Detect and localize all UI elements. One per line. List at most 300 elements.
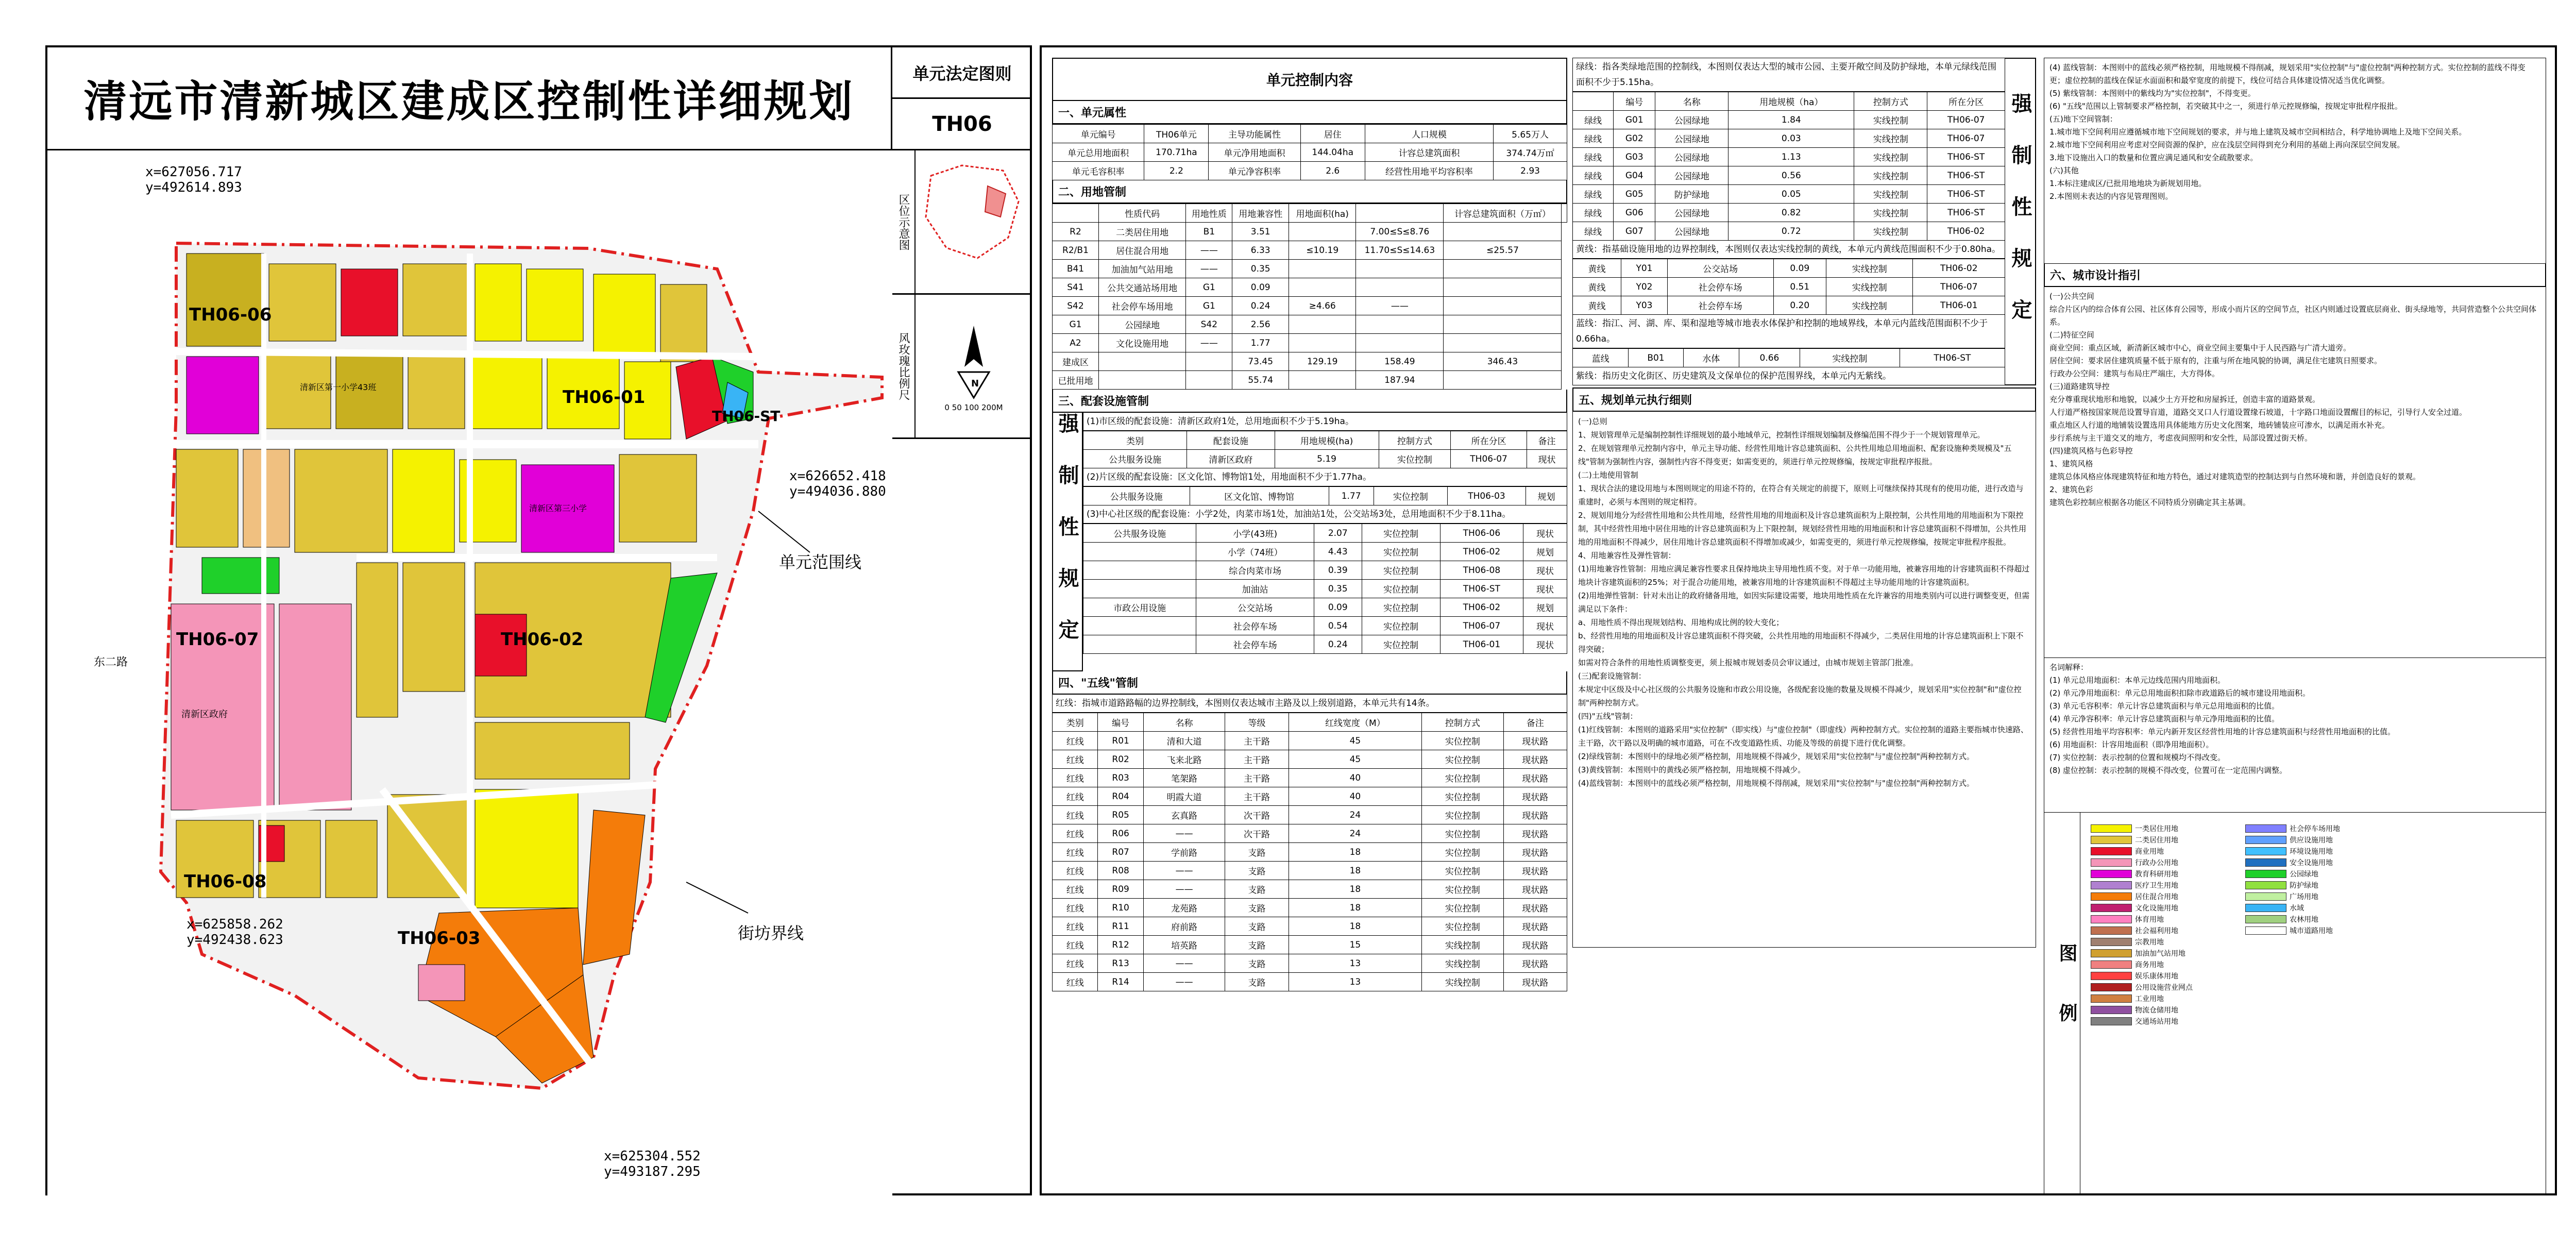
table-header: [1053, 713, 1567, 732]
legend-item: [2245, 868, 2379, 880]
table-cell: 绿线: [1573, 185, 1614, 204]
table-cell: 18: [1289, 843, 1422, 862]
road: [171, 351, 758, 357]
table-cell: 现状: [1523, 561, 1567, 580]
table-cell: 府前路: [1143, 917, 1225, 936]
table-cell: 0.35: [1232, 260, 1289, 278]
table-cell: 现状路: [1503, 936, 1567, 954]
table-cell: 加油加气站用地: [1098, 260, 1185, 278]
table-cell: 市政公用设施: [1083, 598, 1196, 617]
paragraph: (2)用地弹性管制：针对未出让的政府储备用地，如因实际建设需要，地块用地性质在允许兼容的用地类别内可以进行调整变更，但需满足以下条件：: [1578, 591, 2030, 614]
table-cell: 支路: [1225, 862, 1289, 880]
sec5-title: 五、规划单元执行细则: [1572, 387, 2036, 412]
table-cell: 公共服务设施: [1083, 487, 1190, 505]
paragraph: b、经营性用地的用地面积及计容总建筑面积不得突破，公共性用地的用地面积不得减少，二类居住用地的计容总建筑面积上下限不得突破；: [1578, 631, 2024, 654]
table-cell: 计容总建筑面积: [1365, 143, 1493, 162]
table-cell: 346.43: [1444, 352, 1562, 371]
table-cell: R09: [1098, 880, 1143, 899]
table-cell: R14: [1098, 973, 1143, 991]
legend-item: [2091, 891, 2225, 902]
block-r2: [269, 264, 336, 341]
table-cell: 绿线: [1573, 204, 1614, 222]
table-cell: 0.09: [1314, 598, 1362, 617]
table-cell: ——: [1143, 862, 1225, 880]
legend-item: [2091, 936, 2225, 948]
table-cell: 居住: [1300, 125, 1365, 143]
legend-item: [2091, 982, 2225, 993]
table-cell: 红线: [1053, 862, 1098, 880]
table-cell: 18: [1289, 917, 1422, 936]
table-cell: ——: [1143, 824, 1225, 843]
table-cell: 现状路: [1503, 843, 1567, 862]
location-label: 区位示意图: [892, 150, 916, 293]
table-cell: [1356, 334, 1444, 352]
glossary-title: 名词解释：: [2049, 663, 2089, 672]
wind-label: 风玫瑰比例尺: [892, 295, 916, 437]
block-r2: [295, 449, 387, 552]
table-cell: 1.13: [1728, 148, 1854, 166]
table-cell: ——: [1143, 880, 1225, 899]
table-cell: 用地兼容性: [1232, 204, 1289, 223]
table-cell: 主干路: [1225, 732, 1289, 750]
paragraph: 1、建筑风格: [2049, 459, 2093, 468]
table-row: [1053, 862, 1567, 880]
paragraph: (1) 单元总用地面积：本单元边线范围内用地面积。: [2049, 676, 2226, 685]
paragraph: (二)特征空间: [2049, 330, 2094, 340]
legend-text: 商业用地: [2135, 848, 2164, 856]
paragraph: (8) 虚位控制：表示控制的规模不得改变，位置可在一定范围内调整。: [2049, 766, 2287, 775]
table-row: [1053, 880, 1567, 899]
table-cell: 45: [1289, 732, 1422, 750]
greenline-table: [1572, 92, 2005, 241]
legend-swatch: [2091, 881, 2132, 889]
table-cell: 实位控制: [1379, 450, 1451, 468]
table-row: [1573, 148, 2005, 166]
table-cell: ≥4.66: [1289, 297, 1356, 315]
table-cell: 黄线: [1573, 296, 1621, 315]
facility-table-2: [1083, 486, 1567, 505]
legend-swatch: [2091, 994, 2132, 1003]
legend-text: 公园绿地: [2290, 870, 2318, 879]
table-cell: TH06-ST: [1927, 185, 2005, 204]
legend-text: 防护绿地: [2290, 882, 2318, 890]
legend-text: 商务用地: [2135, 961, 2164, 969]
paragraph: (6) 用地面积：计容用地面积（即净用地面积）。: [2049, 740, 2214, 749]
coord-1: x=627056.717: [145, 164, 242, 180]
table-cell: 现状: [1523, 635, 1567, 654]
table-row: [1053, 936, 1567, 954]
legend-text: 文化设施用地: [2135, 904, 2178, 913]
table-row: [1573, 129, 2005, 148]
table-cell: 控制方式: [1854, 92, 1927, 111]
continued-rules-text: [2044, 58, 2546, 264]
paragraph: 人行道严格按国家规范设置导盲道，道路交叉口人行道设置缘石坡道，十字路口地面设置醒目的标记，引导行人安全过道。: [2049, 408, 2467, 417]
table-cell: 公园绿地: [1655, 222, 1728, 241]
table-cell: 绿线: [1573, 129, 1614, 148]
table-cell: [1356, 278, 1444, 297]
table-cell: 0.54: [1314, 617, 1362, 635]
unit-code: TH06: [892, 99, 1032, 150]
paragraph: (4)蓝线管制：本图则中的蓝线必须严格控制，用地规模不得削减，规划采用"实位控制"与"虚位控制"两种控制方式。: [1578, 779, 1974, 788]
table-cell: B01: [1629, 349, 1683, 367]
paragraph: (1)红线管制：本图则的道路采用"实位控制"（即实线）与"虚位控制"（即虚线）两种控制方式。实位控制的道路主要指城市快速路、主干路，次干路以及明确的城市道路，可在不改变道路性质、功能及等级的前提下进行优化调整。: [1578, 725, 2028, 748]
table-cell: [1098, 371, 1185, 390]
table-header: [1083, 431, 1567, 450]
paragraph: (1)用地兼容性管制：用地应满足兼容性要求且保持地块主导用地性质不变。对于单一功能用地，被兼容用地的计容建筑面积不得超过地块计容建筑面积的25%；对于混合功能用地，被兼容用地的计容建筑面积不得超过主导功能用地的计容建筑面积。: [1578, 564, 2030, 587]
sec3-title: 三、配套设施管制: [1052, 390, 1567, 413]
north-arrow-icon: [943, 321, 1005, 403]
table-cell: 主干路: [1225, 750, 1289, 769]
poi-label: 清新区第三小学: [529, 503, 587, 513]
paragraph: (5) 经营性用地平均容积率：单元内新开发区经营性用地的计容总建筑面积与经营性用地面积的比值。: [2049, 727, 2396, 736]
table-cell: 实位控制: [1422, 732, 1503, 750]
block-label: TH06-03: [398, 928, 481, 949]
legend-text: 宗教用地: [2135, 938, 2164, 947]
table-cell: 374.74万㎡: [1494, 143, 1567, 162]
table-cell: 0.20: [1773, 296, 1826, 315]
table-cell: R04: [1098, 787, 1143, 806]
table-cell: ——: [1186, 260, 1232, 278]
block-label: TH06-01: [563, 387, 646, 408]
table-cell: [1444, 278, 1562, 297]
table-cell: A2: [1053, 334, 1099, 352]
table-row: [1083, 617, 1567, 635]
svg-text:N: N: [971, 378, 979, 389]
table-cell: ——: [1356, 297, 1444, 315]
table-cell: 0.24: [1314, 635, 1362, 654]
paragraph: (三)道路建筑导控: [2049, 382, 2110, 391]
table-cell: R2/B1: [1053, 241, 1099, 260]
table-cell: 红线: [1053, 880, 1098, 899]
table-cell: TH06-06: [1440, 524, 1523, 543]
table-cell: 笔架路: [1143, 769, 1225, 787]
legend-item: [2245, 902, 2379, 914]
table-cell: 黄线: [1573, 278, 1621, 296]
legend-text: 居住混合用地: [2135, 893, 2178, 901]
table-cell: 13: [1289, 954, 1422, 973]
paragraph: (4) 蓝线管制：本图则中的蓝线必须严格控制，用地规模不得削减，规划采用"实位控制"与"虚位控制"两种控制方式。实位控制的蓝线不得变更；虚位控制的蓝线在保证水面面积和最窄宽度的前提下，线位可结合具体建设情况适当优化调整。: [2049, 63, 2526, 85]
sec3-note2: (2)片区级的配套设施：区文化馆、博物馆1处，用地面积不少于1.77ha。: [1083, 468, 1567, 486]
guide-title: 六、城市设计指引: [2044, 264, 2546, 287]
table-cell: 单元净容积率: [1209, 162, 1300, 180]
table-cell: [1356, 204, 1444, 223]
table-cell: 实线控制: [1826, 296, 1913, 315]
table-cell: 红线: [1053, 973, 1098, 991]
table-cell: B1: [1186, 223, 1232, 241]
table-cell: TH06-03: [1448, 487, 1526, 505]
table-cell: [1186, 352, 1232, 371]
table-cell: TH06-02: [1440, 598, 1523, 617]
green-line-note: 绿线：指各类绿地范围的控制线，本图则仅表达大型的城市公园、主要开敞空间及防护绿地，本单元绿线范围面积不少于5.15ha。: [1572, 58, 2005, 92]
table-cell: 社会停车场用地: [1098, 297, 1185, 315]
yellow-line-note: 黄线：指基础设施用地的边界控制线，本图则仅表达实线控制的黄线，本单元内黄线范围面积不少于0.80ha。: [1572, 241, 2005, 259]
table-cell: [1083, 635, 1196, 654]
block-admin: [279, 604, 351, 810]
legend-item: [2091, 1004, 2225, 1016]
table-cell: 实线控制: [1854, 166, 1927, 185]
table-cell: 3.51: [1232, 223, 1289, 241]
table-row: [1053, 917, 1567, 936]
table-cell: 现状路: [1503, 806, 1567, 824]
table-cell: 4.43: [1314, 543, 1362, 561]
legend-text: 城市道路用地: [2290, 927, 2333, 935]
table-cell: ——: [1143, 954, 1225, 973]
map-panel: [45, 45, 1032, 1195]
table-cell: G1: [1053, 315, 1099, 334]
table-cell: 现状路: [1503, 824, 1567, 843]
table-cell: ——: [1186, 334, 1232, 352]
table-row: [1053, 769, 1567, 787]
table-cell: 清新区政府: [1187, 450, 1275, 468]
legend-swatch: [2091, 870, 2132, 878]
table-cell: 公共交通站场用地: [1098, 278, 1185, 297]
block-r2: [176, 449, 238, 547]
table-row: [1573, 349, 2005, 367]
table-cell: [1444, 260, 1562, 278]
table-cell: 蓝线: [1573, 349, 1629, 367]
table-row: [1053, 806, 1567, 824]
table-row: [1573, 259, 2005, 278]
sec4-title: 四、"五线"管制: [1052, 671, 1567, 695]
legend-swatch: [2245, 858, 2286, 867]
table-cell: [1083, 617, 1196, 635]
legend-text: 二类居住用地: [2135, 836, 2178, 845]
facility-table-3: [1083, 524, 1567, 654]
table-cell: [1289, 315, 1356, 334]
legend-text: 交通场站用地: [2135, 1018, 2178, 1026]
table-cell: 主导功能属性: [1209, 125, 1300, 143]
table-cell: 公交站场: [1667, 259, 1773, 278]
table-cell: 实位控制: [1362, 635, 1440, 654]
paragraph: 4、用地兼容性及弹性管制：: [1578, 551, 1676, 560]
paragraph: 商业空间：重点区域，新清新区城市中心，商业空间主要集中于人民西路与广清大道旁。: [2049, 343, 2351, 352]
legend-label: 图例: [2044, 813, 2080, 1193]
table-row: [1573, 204, 2005, 222]
table-cell: TH06-02: [1927, 222, 2005, 241]
paragraph: (6) "五线"范围以上管制要求严格控制，若突破其中之一，须进行单元控规修编，按规定审批程序报批。: [2049, 102, 2402, 111]
paragraph: 3.地下设施出入口的数量和位置应满足通风和安全疏散要求。: [2049, 153, 2258, 162]
table-cell: 40: [1289, 769, 1422, 787]
table-cell: 现状: [1523, 617, 1567, 635]
table-cell: 现状: [1523, 524, 1567, 543]
table-cell: TH06-01: [1913, 296, 2005, 315]
legend-swatch: [2245, 847, 2286, 855]
table-cell: [1444, 334, 1562, 352]
table-cell: 实位控制: [1362, 598, 1440, 617]
paragraph: 充分尊重现状地形和地貌，以减少土方开挖和房屋拆迁，创造丰富的道路景观。: [2049, 395, 2320, 404]
table-row: [1083, 598, 1567, 617]
table-cell: TH06单元: [1144, 125, 1209, 143]
legend: [2044, 813, 2546, 1194]
execution-rules-text: [1572, 412, 2036, 948]
legend-item: [2091, 970, 2225, 982]
table-cell: G05: [1614, 185, 1655, 204]
table-cell: 实位控制: [1422, 899, 1503, 917]
table-cell: [1083, 561, 1196, 580]
table-row: [1573, 166, 2005, 185]
table-cell: 2.93: [1494, 162, 1567, 180]
table-cell: 加油站: [1196, 580, 1314, 598]
table-cell: 实线控制: [1826, 259, 1913, 278]
table-cell: 红线: [1053, 769, 1098, 787]
table-cell: 公交站场: [1196, 598, 1314, 617]
table-cell: 13: [1289, 973, 1422, 991]
table-cell: 2.2: [1144, 162, 1209, 180]
sec2-title: 二、用地管制: [1052, 180, 1567, 204]
table-cell: 6.33: [1232, 241, 1289, 260]
yellowline-table: [1572, 259, 2005, 315]
table-cell: 0.66: [1739, 349, 1800, 367]
table-cell: 0.24: [1232, 297, 1289, 315]
green-park: [202, 558, 279, 594]
legend-item: [2091, 925, 2225, 936]
legend-swatch: [2245, 881, 2286, 889]
table-cell: 红线: [1053, 899, 1098, 917]
scale-bar: 0 50 100 200M: [944, 402, 1003, 412]
legend-swatch: [2091, 836, 2132, 844]
table-cell: 社会停车场: [1196, 617, 1314, 635]
table-cell: 公园绿地: [1655, 166, 1728, 185]
table-cell: 社会停车场: [1667, 296, 1773, 315]
table-cell: [1083, 543, 1196, 561]
table-cell: 清和大道: [1143, 732, 1225, 750]
table-cell: 公园绿地: [1655, 111, 1728, 129]
table-cell: 0.35: [1314, 580, 1362, 598]
table-cell: TH06-07: [1927, 129, 2005, 148]
table-cell: 0.39: [1314, 561, 1362, 580]
table-cell: 社会停车场: [1667, 278, 1773, 296]
legend-swatch: [2091, 926, 2132, 935]
paragraph: 综合片区内的综合体育公园、社区体育公园等，形成小而片区的空间节点，社区内则通过设置底层商业、街头绿地等，共同营造整个公共空间体系。: [2049, 305, 2537, 327]
table-cell: 所在分区: [1451, 431, 1527, 450]
legend-swatch: [2245, 904, 2286, 912]
block-r2: [408, 351, 465, 429]
legend-item: [2091, 914, 2225, 925]
table-cell: 实线控制: [1854, 222, 1927, 241]
coord-2y: y=494036.880: [789, 484, 886, 499]
table-cell: B41: [1053, 260, 1099, 278]
legend-text: 工业用地: [2135, 995, 2164, 1003]
table-cell: 主干路: [1225, 787, 1289, 806]
table-cell: 现状: [1527, 450, 1567, 468]
table-cell: TH06-ST: [1927, 148, 2005, 166]
paragraph: (一)总则: [1578, 417, 1607, 426]
table-cell: 单元编号: [1053, 125, 1144, 143]
legend-text: 广场用地: [2290, 893, 2318, 901]
legend-col-2: [2235, 813, 2389, 1193]
table-cell: 55.74: [1232, 371, 1289, 390]
sec4-note: 红线：指城市道路路幅的边界控制线，本图则仅表达城市主路及以上级别道路，本单元共有14条。: [1052, 695, 1567, 713]
table-cell: S42: [1186, 315, 1232, 334]
table-cell: 实线控制: [1800, 349, 1900, 367]
unit-attributes-table: [1052, 124, 1567, 180]
table-cell: 编号: [1614, 92, 1655, 111]
table-cell: 备注: [1527, 431, 1567, 450]
table-cell: R07: [1098, 843, 1143, 862]
table-cell: Y03: [1621, 296, 1668, 315]
legend-text: 社会停车场用地: [2290, 825, 2340, 833]
legend-text: 教育科研用地: [2135, 870, 2178, 879]
paragraph: (3)黄线管制：本图则中的黄线必须严格控制，用地规模不得减少。: [1578, 765, 1806, 774]
block-r1: [594, 274, 655, 357]
table-cell: 单元毛容积率: [1053, 162, 1144, 180]
table-cell: 支路: [1225, 843, 1289, 862]
table-cell: 现状路: [1503, 862, 1567, 880]
table-cell: Y01: [1621, 259, 1668, 278]
legend-swatch: [2091, 972, 2132, 980]
table-cell: 0.09: [1773, 259, 1826, 278]
block-r2: [326, 820, 377, 898]
legend-item: [2091, 868, 2225, 880]
legend-item: [2245, 891, 2379, 902]
table-cell: 用地规模（ha）: [1728, 92, 1854, 111]
paragraph: 1、现状合法的建设用地与本图则规定的用途不符的，在符合有关规定的前提下，原则上可继续保持其现有的使用功能，进行改造与重建时，必须与本图则的规定相符。: [1578, 484, 2024, 507]
block-r1: [475, 264, 521, 341]
table-row: [1053, 125, 1567, 143]
table-cell: 公园绿地: [1655, 129, 1728, 148]
legend-swatch: [2091, 1006, 2132, 1014]
table-row: [1053, 824, 1567, 843]
plan-map: [47, 150, 892, 1195]
table-cell: 实位控制: [1362, 561, 1440, 580]
block-r2: [403, 563, 465, 692]
table-cell: 编号: [1098, 713, 1143, 732]
paragraph: 行政办公空间：建筑与布局庄严端庄，大方得体。: [2049, 369, 2220, 378]
table-cell: G01: [1614, 111, 1655, 129]
coord-2: x=626652.418: [789, 468, 886, 484]
table-cell: 实位控制: [1422, 750, 1503, 769]
table-cell: 支路: [1225, 917, 1289, 936]
table-row: [1083, 580, 1567, 598]
paragraph: 2、建筑色彩: [2049, 485, 2093, 494]
paragraph: (五)地下空间管制：: [2049, 114, 2117, 124]
location-thumbnail: [916, 155, 1029, 289]
table-cell: 红线: [1053, 750, 1098, 769]
legend-text: 体育用地: [2135, 916, 2164, 924]
block-r2: [475, 722, 630, 779]
table-cell: 实位控制: [1422, 880, 1503, 899]
legend-swatch: [2245, 870, 2286, 878]
paragraph: (2)绿线管制：本图则中的绿地必须严格控制，用地规模不得减少，规划采用"实位控制"与"虚位控制"两种控制方式。: [1578, 752, 1974, 761]
table-cell: 龙苑路: [1143, 899, 1225, 917]
table-cell: 配套设施: [1187, 431, 1275, 450]
block-r2: [660, 284, 707, 362]
table-cell: ≤25.57: [1444, 241, 1562, 260]
legend-item: [2091, 959, 2225, 970]
map-type: 单元法定图则: [892, 47, 1032, 99]
table-cell: 18: [1289, 862, 1422, 880]
paragraph: 1.城市地下空间利用应遵循城市地下空间规划的要求，并与地上建筑及城市空间相结合，科学地协调地上及地下空间关系。: [2049, 127, 2467, 137]
table-cell: 社会停车场: [1196, 635, 1314, 654]
table-cell: 11.70≤S≤14.63: [1356, 241, 1444, 260]
block-r2: [357, 563, 398, 717]
table-row: [1053, 732, 1567, 750]
block-school: [187, 357, 259, 434]
table-cell: 公园绿地: [1098, 315, 1185, 334]
table-cell: 所在分区: [1927, 92, 2005, 111]
table-cell: 已批用地: [1053, 371, 1099, 390]
redline-table: [1052, 713, 1567, 991]
table-row: [1053, 297, 1567, 315]
legend-swatch: [2245, 926, 2286, 935]
table-cell: 实位控制: [1422, 806, 1503, 824]
table-row: [1573, 185, 2005, 204]
table-cell: 1.77: [1329, 487, 1374, 505]
legend-item: [2245, 880, 2379, 891]
table-row: [1053, 973, 1567, 991]
control-content-panel: [1040, 45, 2557, 1195]
page-title: 清远市清新城区建成区控制性详细规划: [47, 47, 892, 150]
